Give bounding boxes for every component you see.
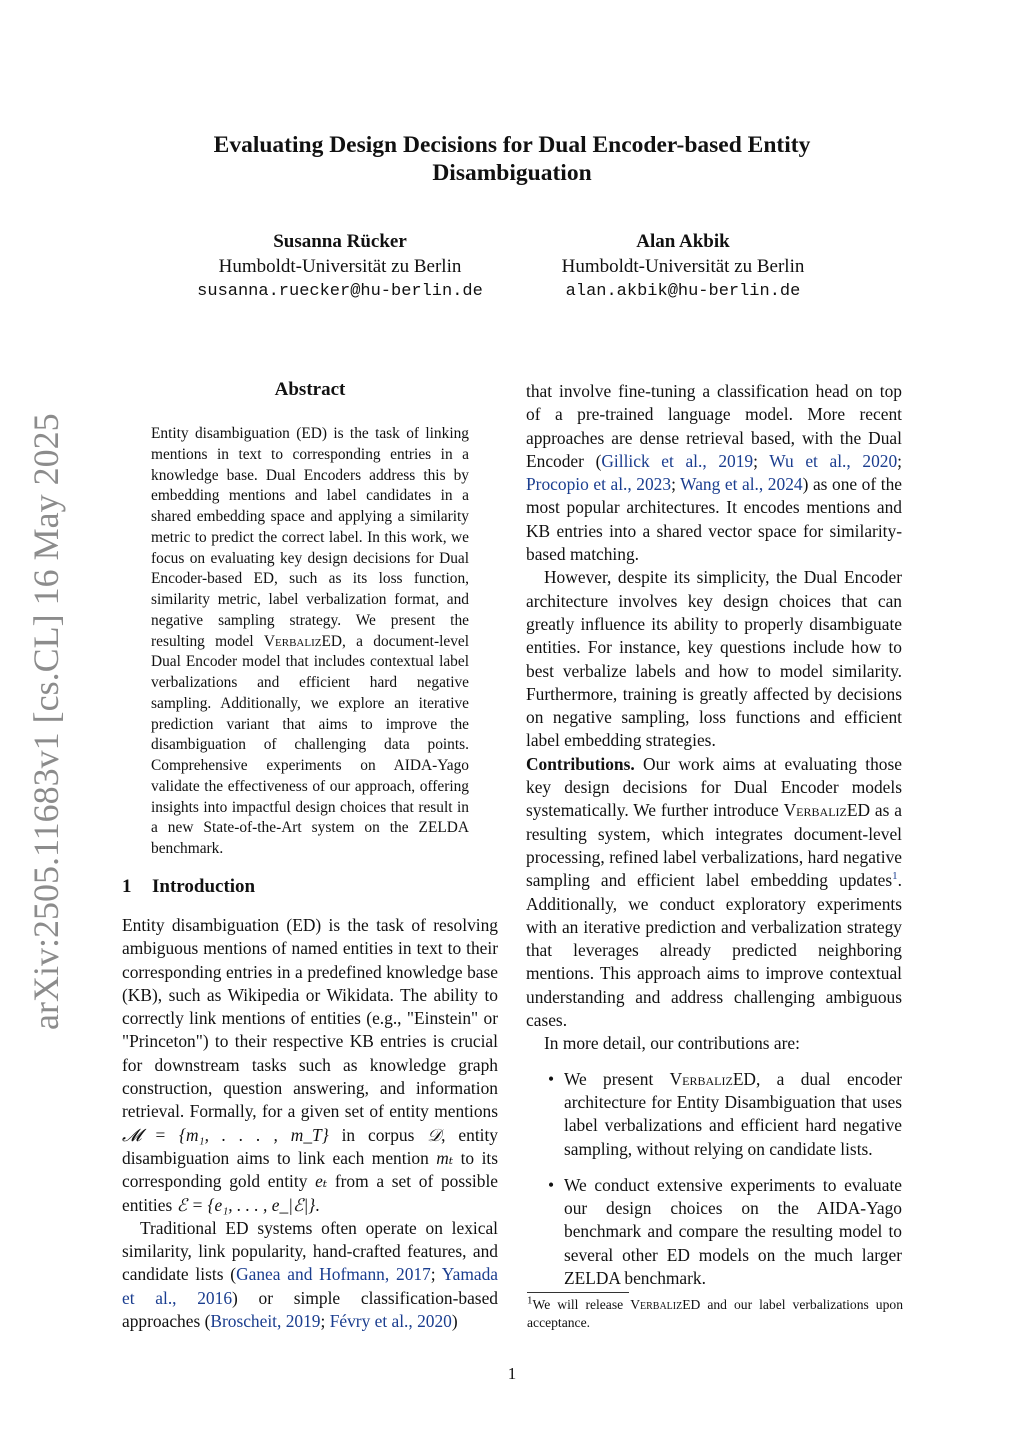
author-block-1 [170,229,510,304]
author-affiliation: Humboldt-Universität zu Berlin [561,256,805,277]
text-run: ; [430,1264,442,1285]
citation-link[interactable]: Wu et al., 2020 [769,450,898,471]
text-run: ; [671,474,681,495]
model-name: VerbalizED [263,632,342,650]
footnote-mark[interactable]: 1 [892,870,898,883]
text-run: We present [564,1068,670,1089]
bullet-glyph: • [548,1174,555,1195]
author-email[interactable]: susanna.ruecker@hu-berlin.de [197,282,483,301]
text-run: from a set of possible entities [122,1171,498,1215]
text-run: ) or simple classification-based approaches ( [122,1287,498,1332]
abstract-part: , a document-level Dual Encoder model that includes contextual label verbalizations and efficient hard negative sampling. Additionally, we explore an iterative prediction variant that aims to improve the disambiguation of challenging data points. Comprehensive experiments on AIDA-Yago validate the effectiveness of our approach, offering insights into impactful design choices that result in a new State-of-the-Art system on the ZELDA benchmark. [151,632,469,857]
math-entity-set: ℰ = {e₁, . . . , e_|ℰ|} [176,1194,316,1215]
text-run: We conduct extensive experiments to evaluate our design choices on the AIDA-Yago benchmark and compare the resulting model to several other ED models on the much larger ZELDA benchmark. [564,1174,902,1288]
math-mention: mₜ [436,1147,454,1168]
right-column-body [526,380,902,1303]
author-block-2 [513,229,853,304]
text-run: . [315,1194,320,1215]
text-run: Entity disambiguation (ED) is the task of resolving ambiguous mentions of named entities in text to their corresponding entries in a predefined knowledge base (KB), such as Wikipedia or Wikidata. The ability to correctly link mentions of entities (e.g., "Einstein" or "Princeton") to their respective KB entries is crucial for downstream tasks such as knowledge graph construction, question answering, and information retrieval. Formally, for a given set of entity mentions [122,915,498,1122]
text-run: in corpus [328,1124,428,1145]
text-run: , entity disambiguation aims to link each mention [122,1124,499,1168]
section-title: Introduction [152,876,256,897]
footnote [527,1296,903,1332]
left-column-body [122,914,498,1333]
intro-paragraph-1 [122,914,498,1217]
author-name: Alan Akbik [636,231,730,252]
model-name: VerbalizED [783,800,871,821]
text-run: . Additionally, we conduct exploratory experiments with an iterative prediction and verbalization strategy that leverages already predicted neighboring mentions. This approach aims to improve contextual understanding and address challenging ambiguous cases. [526,870,902,1031]
math-entity: eₜ [315,1171,328,1192]
text-run: as a resulting system, which integrates document-level processing, refined label verbalizations, hard negative sampling and efficient label embedding updates [526,800,902,891]
abstract-heading: Abstract [274,379,346,400]
author-affiliation: Humboldt-Universität zu Berlin [218,256,462,277]
citation-link[interactable]: Procopio et al., 2023 [526,474,672,495]
footnote-number: 1 [527,1294,533,1307]
text-run: ; [897,450,902,471]
arxiv-identifier-stamp[interactable]: arXiv:2505.11683v1 [cs.CL] 16 May 2025 [26,413,66,1030]
page-number: 1 [507,1364,517,1383]
text-run: We will release [532,1297,631,1312]
section-number: 1 [122,876,132,897]
text-run: and our label verbalizations upon acceptance. [527,1297,903,1330]
citation-link[interactable]: Gillick et al., 2019 [601,450,754,471]
intro-paragraph-2 [122,1217,498,1333]
list-item [548,1174,902,1290]
intro-paragraph-continued [526,380,902,566]
citation-link[interactable]: Wang et al., 2024 [680,474,803,495]
citation-link[interactable]: Févry et al., 2020 [329,1311,452,1332]
math-corpus: 𝒟 [427,1124,442,1145]
text-run: Traditional ED systems often operate on lexical similarity, link popularity, hand-crafted features, and candidate lists ( [122,1217,498,1285]
contributions-paragraph [526,753,902,1033]
abstract-part: Entity disambiguation (ED) is the task of linking mentions in text to corresponding entries in a knowledge base. Dual Encoders address this by embedding mentions and label candidates in a shared embedding space and applying a similarity metric to predict the correct label. In this work, we focus on evaluating key design decisions for Dual Encoder-based ED, such as its loss function, similarity metric, label verbalization format, and negative sampling strategy. We present the resulting model [151,425,469,650]
citation-link[interactable]: Broscheit, 2019 [210,1311,321,1332]
text-run: that involve fine-tuning a classification head on top of a pre-trained language model. More recent approaches are dense retrieval based, with the Dual Encoder ( [526,381,902,471]
title-line-2: Disambiguation [432,160,592,186]
text-run: , a dual encoder architecture for Entity Disambiguation that uses label verbalizations and efficient hard negative sampling, without relying on candidate lists. [564,1068,902,1159]
more-detail-line: In more detail, our contributions are: [544,1033,800,1054]
title-line-1: Evaluating Design Decisions for Dual Encoder-based Entity [213,132,811,158]
text-run: ; [753,450,770,471]
list-item [548,1068,902,1161]
author-email[interactable]: alan.akbik@hu-berlin.de [565,282,801,301]
text-run: ) [451,1311,458,1332]
text-run: ; [320,1311,330,1332]
paper-title [150,131,874,187]
intro-paragraph-3: However, despite its simplicity, the Dual Encoder architecture involves key design choices that can greatly influence its ability to properly disambiguate entities. For instance, key questions include how to best verbalize labels and how to model similarity. Furthermore, training is greatly affected by decisions on negative sampling, loss functions and efficient label embedding strategies. [526,567,902,751]
bullet-glyph: • [548,1068,555,1089]
text-run: Our work aims at evaluating those key design decisions for Dual Encoder models systematically. We further introduce [526,753,902,821]
contributions-list [526,1068,902,1291]
text-run: ) as one of the most popular architectures. It encodes mentions and KB entries into a shared vector space for similarity-based matching. [526,474,902,565]
model-name: VerbalizED [669,1068,756,1089]
abstract-text [151,424,469,860]
footnote-divider [527,1292,629,1293]
section-heading-introduction [122,876,502,898]
contributions-label: Contributions. [526,753,635,774]
citation-link[interactable]: Ganea and Hofmann, 2017 [236,1264,431,1285]
citation-link[interactable]: Yamada et al., 2016 [122,1264,498,1308]
model-name: VerbalizED [630,1297,701,1312]
author-name: Susanna Rücker [273,231,407,252]
text-run: to its corresponding gold entity [122,1147,499,1192]
math-mentions-set: 𝓜 = {m₁, . . . , m_T} [122,1124,329,1145]
